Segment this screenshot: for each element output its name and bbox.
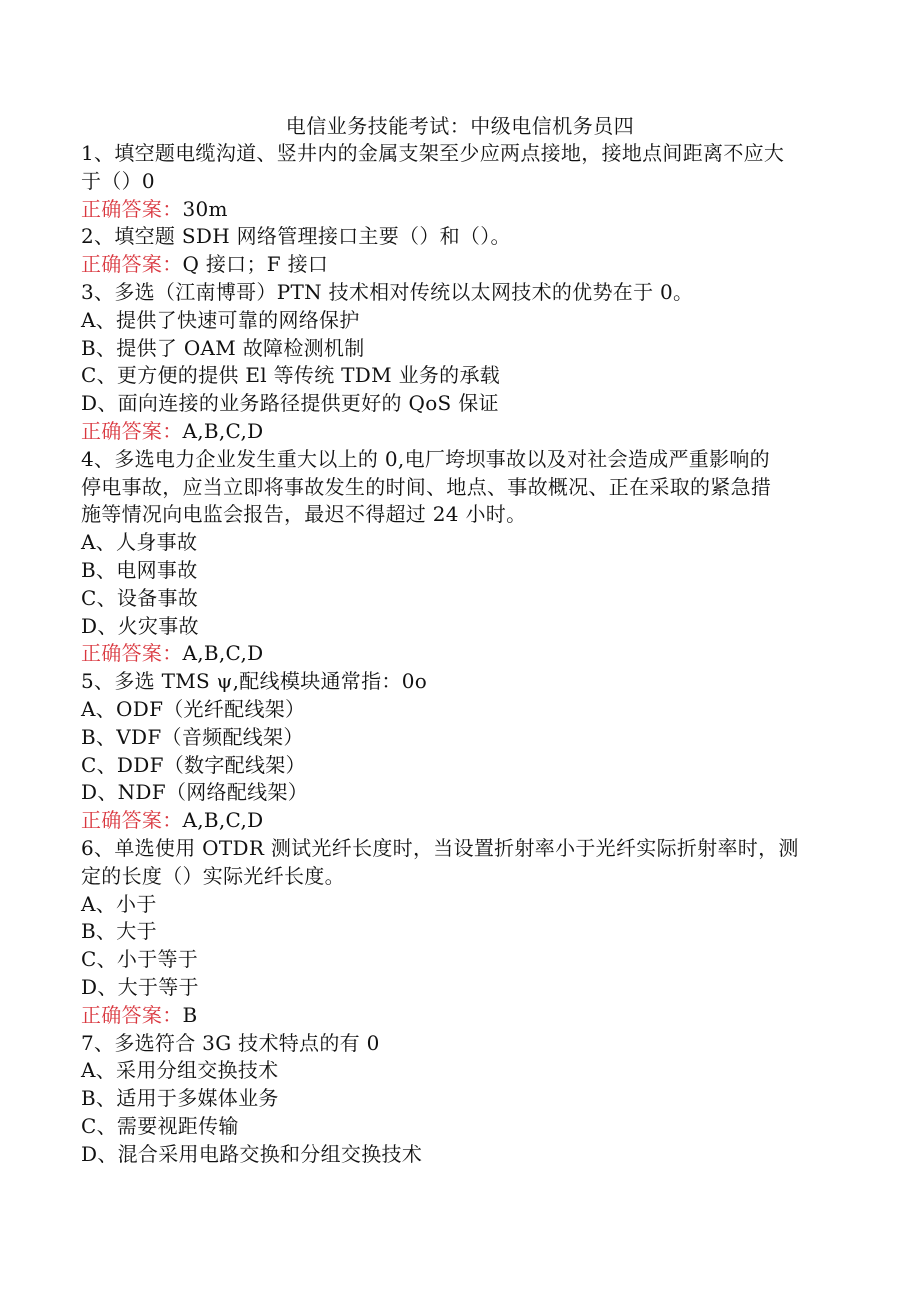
correct-answer [81,640,841,668]
question-option: C、小于等于 [81,947,199,972]
question-option: D、面向连接的业务路径提供更好的 QoS 保证 [81,391,499,416]
question-option: C、设备事故 [81,585,199,610]
question-2 [81,223,841,279]
answer-value: A,B,C,D [182,808,264,833]
question-7 [81,1030,841,1169]
correct-answer [81,251,841,279]
correct-answer [81,418,841,446]
question-3 [81,279,841,446]
answer-label: 正确答案： [81,1002,183,1027]
correct-answer [81,196,841,224]
question-option: C、需要视距传输 [81,1113,239,1138]
question-option: C、DDF（数字配线架） [81,752,306,777]
question-option: B、电网事故 [81,557,198,582]
answer-label: 正确答案： [81,196,183,221]
question-4 [81,446,841,668]
question-option: B、VDF（音频配线架） [81,724,304,749]
question-stem-line: 5、多选 TMS ψ,配线模块通常指：0o [81,669,428,694]
question-stem-line: 7、多选符合 3G 技术特点的有 0 [81,1030,380,1055]
question-stem-line: 2、填空题 SDH 网络管理接口主要（）和（）。 [81,224,511,249]
question-stem-line: 6、单选使用 OTDR 测试光纤长度时，当设置折射率小于光纤实际折射率时，测 [81,835,799,860]
question-stem-line: 停电事故，应当立即将事故发生的时间、地点、事故概况、正在采取的紧急措 [81,474,772,499]
question-option: C、更方便的提供 El 等传统 TDM 业务的承载 [81,363,501,388]
question-option: A、小于 [81,891,157,916]
question-stem-line: 于（）0 [81,168,155,193]
answer-value: 30m [182,196,228,221]
question-option: B、适用于多媒体业务 [81,1086,279,1111]
question-option: D、混合采用电路交换和分组交换技术 [81,1141,423,1166]
question-option: D、NDF（网络配线架） [81,780,309,805]
question-option: B、大于 [81,919,157,944]
question-option: A、人身事故 [81,530,198,555]
question-1 [81,140,841,223]
question-6 [81,835,841,1030]
question-stem-line: 定的长度（）实际光纤长度。 [81,863,345,888]
answer-value: Q 接口；F 接口 [182,252,329,277]
question-option: A、ODF（光纤配线架） [81,696,306,721]
question-option: D、火灾事故 [81,613,199,638]
question-stem-line: 施等情况向电监会报告，最迟不得超过 24 小时。 [81,502,527,527]
document-title: 电信业务技能考试：中级电信机务员四 [285,114,635,138]
question-stem-line: 3、多选（江南博哥）PTN 技术相对传统以太网技术的优势在于 0。 [81,279,694,304]
question-5 [81,668,841,835]
answer-value: A,B,C,D [182,418,264,443]
correct-answer [81,807,841,835]
answer-label: 正确答案： [81,252,183,277]
question-stem-line: 4、多选电力企业发生重大以上的 0,电厂垮坝事故以及对社会造成严重影响的 [81,446,770,471]
question-option: A、提供了快速可靠的网络保护 [81,307,360,332]
correct-answer [81,1002,841,1030]
question-list [81,140,841,1168]
answer-label: 正确答案： [81,808,183,833]
answer-value: B [182,1002,198,1027]
answer-value: A,B,C,D [182,641,264,666]
question-stem-line: 1、填空题电缆沟道、竖井内的金属支架至少应两点接地，接地点间距离不应大 [81,141,785,165]
question-option: D、大于等于 [81,974,199,999]
answer-label: 正确答案： [81,418,183,443]
answer-label: 正确答案： [81,641,183,666]
question-option: B、提供了 OAM 故障检测机制 [81,335,365,360]
question-option: A、采用分组交换技术 [81,1058,279,1083]
